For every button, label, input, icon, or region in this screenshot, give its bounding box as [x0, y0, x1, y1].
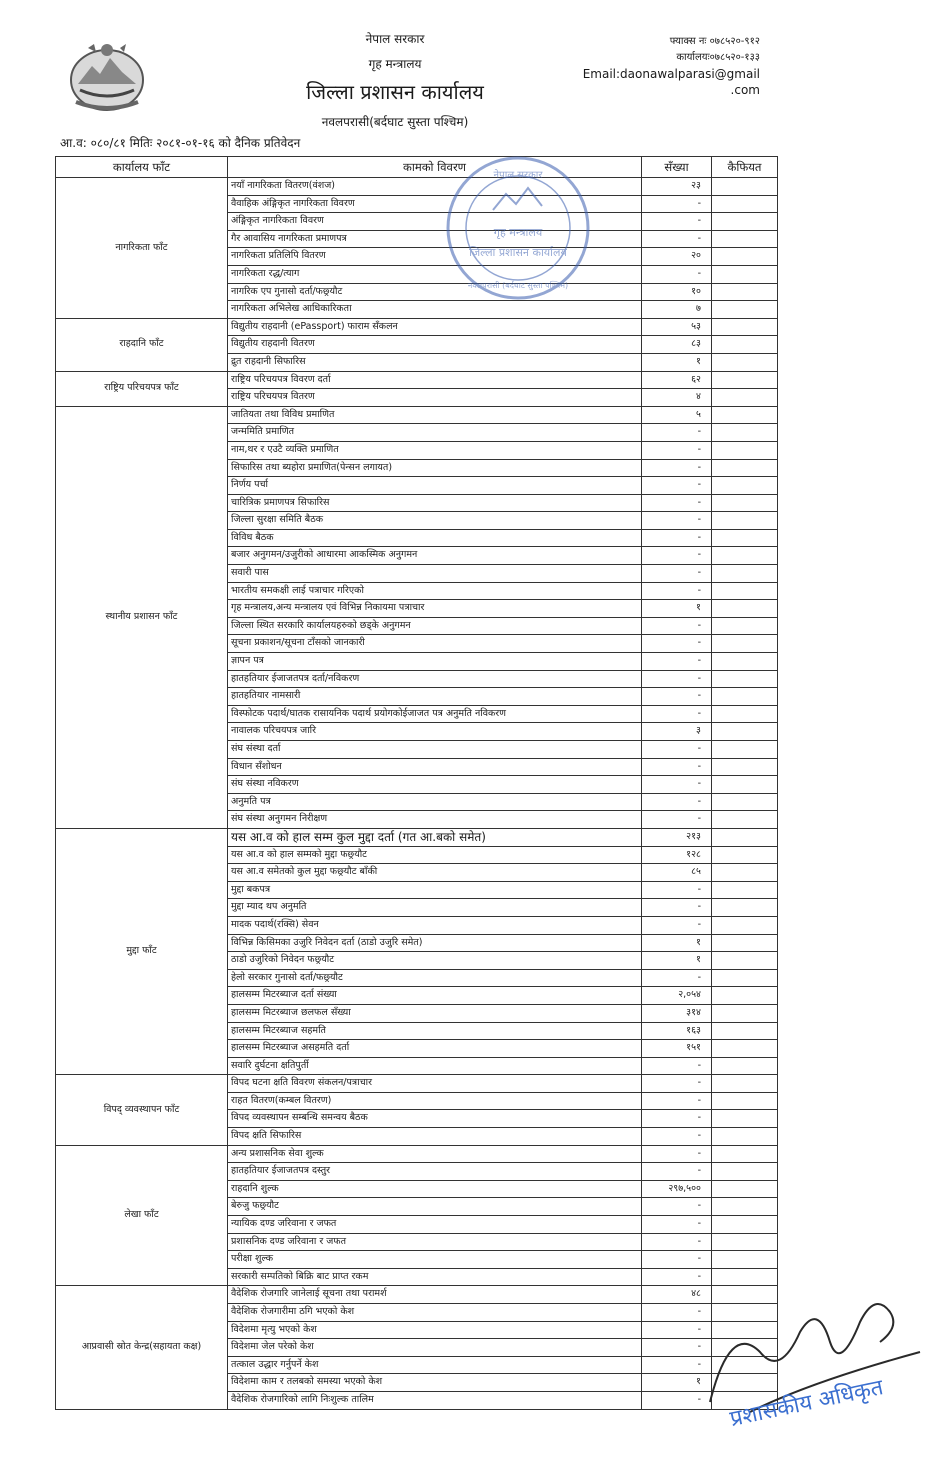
- work-count: -: [642, 265, 712, 283]
- work-description: चारित्रिक प्रमाणपत्र सिफारिस: [228, 494, 642, 512]
- remarks-cell: [712, 723, 778, 741]
- remarks-cell: [712, 318, 778, 336]
- work-description: विधान सँशोधन: [228, 758, 642, 776]
- work-description: नयाँ नागरिकता वितरण(वंशज): [228, 178, 642, 196]
- work-count: २१३: [642, 828, 712, 846]
- remarks-cell: [712, 1304, 778, 1322]
- remarks-cell: [712, 477, 778, 495]
- remarks-cell: [712, 336, 778, 354]
- daily-report-table: [55, 156, 778, 1410]
- work-count: १: [642, 353, 712, 371]
- remarks-cell: [712, 776, 778, 794]
- work-description: ज्ञापन पत्र: [228, 653, 642, 671]
- section-name: आप्रवासी स्रोत केन्द्र(सहायता कक्ष): [56, 1286, 228, 1409]
- nepal-emblem-icon: [66, 40, 148, 114]
- work-count: -: [642, 1145, 712, 1163]
- work-description: यस आ.व को हाल सम्म कुल मुद्दा दर्ता (गत आ.बको समेत): [228, 828, 642, 846]
- remarks-cell: [712, 494, 778, 512]
- work-count: -: [642, 1356, 712, 1374]
- remarks-cell: [712, 934, 778, 952]
- work-count: -: [642, 565, 712, 583]
- remarks-cell: [712, 1321, 778, 1339]
- remarks-cell: [712, 1286, 778, 1304]
- work-description: वैवाहिक अंङ्गिकृत नागरिकता विवरण: [228, 195, 642, 213]
- remarks-cell: [712, 1145, 778, 1163]
- remarks-cell: [712, 283, 778, 301]
- work-description: नावालक परिचयपत्र जारि: [228, 723, 642, 741]
- remarks-cell: [712, 705, 778, 723]
- work-description: यस आ.व समेतको कुल मुद्दा फछ्र्यौट बाँकी: [228, 864, 642, 882]
- work-description: हातहतियार नामसारी: [228, 688, 642, 706]
- work-count: ८५: [642, 864, 712, 882]
- work-description: गृह मन्त्रालय,अन्य मन्त्रालय एवं विभिन्न निकायमा पत्राचार: [228, 600, 642, 618]
- remarks-cell: [712, 1163, 778, 1181]
- work-count: -: [642, 213, 712, 231]
- work-count: -: [642, 195, 712, 213]
- remarks-cell: [712, 1040, 778, 1058]
- contact-info: [520, 34, 760, 98]
- work-count: -: [642, 670, 712, 688]
- work-description: हातहतियार ईजाजतपत्र दर्ता/नविकरण: [228, 670, 642, 688]
- work-count: -: [642, 1128, 712, 1146]
- work-count: -: [642, 1075, 712, 1093]
- work-description: विभिन्न किसिमका उजुरि निवेदन दर्ता (ठाडो उजुरि समेत): [228, 934, 642, 952]
- work-description: संघ संस्था अनुगमन निरीक्षण: [228, 811, 642, 829]
- work-description: जिल्ला स्थित सरकारि कार्यालयहरुको छड्के अनुगमन: [228, 617, 642, 635]
- work-description: हालसम्म मिटरब्याज सहमति: [228, 1022, 642, 1040]
- remarks-cell: [712, 846, 778, 864]
- section-name: विपद् व्यवस्थापन फाँट: [56, 1075, 228, 1145]
- work-description: विपद व्यवस्थापन सम्बन्धि समन्वय बैठक: [228, 1110, 642, 1128]
- remarks-cell: [712, 1356, 778, 1374]
- remarks-cell: [712, 389, 778, 407]
- work-count: ५: [642, 406, 712, 424]
- work-description: विद्युतीय राहदानी (ePassport) फाराम सँकलन: [228, 318, 642, 336]
- work-description: विदेशमा मृत्यु भएको केश: [228, 1321, 642, 1339]
- work-description: हेलो सरकार गुनासो दर्ता/फछ्र्यौट: [228, 969, 642, 987]
- letterhead: [260, 28, 530, 130]
- work-description: हालसम्म मिटरब्याज दर्ता संख्या: [228, 987, 642, 1005]
- email-line-1: Email:daonawalparasi@gmail: [582, 67, 760, 81]
- remarks-cell: [712, 265, 778, 283]
- remarks-cell: [712, 987, 778, 1005]
- work-count: -: [642, 1110, 712, 1128]
- work-count: १: [642, 600, 712, 618]
- stamp-text-2: गृह मन्त्रालय: [493, 226, 543, 239]
- remarks-cell: [712, 653, 778, 671]
- remarks-cell: [712, 1198, 778, 1216]
- remarks-cell: [712, 828, 778, 846]
- remarks-cell: [712, 547, 778, 565]
- work-description: विदेशमा काम र तलबको समस्या भएको केश: [228, 1374, 642, 1392]
- remarks-cell: [712, 353, 778, 371]
- work-count: ८३: [642, 336, 712, 354]
- work-count: -: [642, 758, 712, 776]
- remarks-cell: [712, 758, 778, 776]
- remarks-cell: [712, 793, 778, 811]
- work-count: -: [642, 793, 712, 811]
- work-count: -: [642, 547, 712, 565]
- remarks-cell: [712, 1391, 778, 1409]
- work-count: -: [642, 1057, 712, 1075]
- work-description: सवारि दुर्घटना क्षतिपुर्ती: [228, 1057, 642, 1075]
- table-row: [56, 828, 778, 846]
- work-description: नागरिक एप गुनासो दर्ता/फछ्र्यौट: [228, 283, 642, 301]
- work-count: १: [642, 1374, 712, 1392]
- work-description: सूचना प्रकाशन/सूचना टाँसको जानकारी: [228, 635, 642, 653]
- remarks-cell: [712, 565, 778, 583]
- work-description: जातियता तथा विविध प्रमाणित: [228, 406, 642, 424]
- remarks-cell: [712, 1128, 778, 1146]
- work-count: ३: [642, 723, 712, 741]
- work-count: ४८: [642, 1286, 712, 1304]
- work-count: -: [642, 916, 712, 934]
- remarks-cell: [712, 864, 778, 882]
- work-description: मादक पदार्थ(रक्सि) सेवन: [228, 916, 642, 934]
- work-count: -: [642, 653, 712, 671]
- work-count: ७: [642, 301, 712, 319]
- work-count: १५१: [642, 1040, 712, 1058]
- remarks-cell: [712, 1075, 778, 1093]
- remarks-cell: [712, 230, 778, 248]
- section-name: स्थानीय प्रशासन फाँट: [56, 406, 228, 828]
- work-count: -: [642, 512, 712, 530]
- work-description: सिफारिस तथा ब्यहोरा प्रमाणित(पेन्सन लगायत): [228, 459, 642, 477]
- work-description: मुद्दा बकपत्र: [228, 881, 642, 899]
- header-count: सँख्या: [642, 157, 712, 178]
- work-description: संघ संस्था नविकरण: [228, 776, 642, 794]
- remarks-cell: [712, 811, 778, 829]
- work-count: -: [642, 230, 712, 248]
- section-name: मुद्दा फाँट: [56, 828, 228, 1074]
- remarks-cell: [712, 406, 778, 424]
- table-row: [56, 178, 778, 196]
- header-remarks: कैफियत: [712, 157, 778, 178]
- work-count: २९७,५००: [642, 1180, 712, 1198]
- remarks-cell: [712, 635, 778, 653]
- work-count: -: [642, 688, 712, 706]
- table-row: [56, 1075, 778, 1093]
- stamp-text-4: नवलपरासी (बर्दघाट सुस्ता पश्चिम): [467, 281, 569, 290]
- work-count: -: [642, 1092, 712, 1110]
- remarks-cell: [712, 529, 778, 547]
- work-count: -: [642, 881, 712, 899]
- remarks-cell: [712, 1268, 778, 1286]
- work-description: विदेशमा जेल परेको केश: [228, 1339, 642, 1357]
- header-section: कार्यालय फाँट: [56, 157, 228, 178]
- section-name: राष्ट्रिय परिचयपत्र फाँट: [56, 371, 228, 406]
- work-count: -: [642, 477, 712, 495]
- work-count: १०: [642, 283, 712, 301]
- work-count: २०: [642, 248, 712, 266]
- office-phone: कार्यालयः०७८५२०-१३३: [676, 52, 760, 63]
- work-count: -: [642, 705, 712, 723]
- remarks-cell: [712, 424, 778, 442]
- work-description: जन्ममिति प्रमाणित: [228, 424, 642, 442]
- work-description: हातहतियार ईजाजतपत्र दस्तुर: [228, 1163, 642, 1181]
- work-count: ५३: [642, 318, 712, 336]
- work-description: द्रुत राहदानी सिफारिस: [228, 353, 642, 371]
- work-count: ३१४: [642, 1004, 712, 1022]
- work-count: -: [642, 529, 712, 547]
- work-description: तत्काल उद्धार गर्नुपर्ने केश: [228, 1356, 642, 1374]
- work-count: -: [642, 1304, 712, 1322]
- work-description: प्रशासनिक दण्ड जरिवाना र जफत: [228, 1233, 642, 1251]
- remarks-cell: [712, 371, 778, 389]
- work-count: -: [642, 582, 712, 600]
- remarks-cell: [712, 1004, 778, 1022]
- remarks-cell: [712, 1180, 778, 1198]
- remarks-cell: [712, 952, 778, 970]
- work-description: नागरिकता प्रतिलिपि वितरण: [228, 248, 642, 266]
- work-count: -: [642, 811, 712, 829]
- work-description: परीक्षा शुल्क: [228, 1251, 642, 1269]
- work-description: ठाडो उजुरिको निवेदन फछ्र्यौट: [228, 952, 642, 970]
- work-description: अंङ्गिकृत नागरिकता विवरण: [228, 213, 642, 231]
- work-description: सरकारी सम्पतिको बिक्रि बाट प्राप्त रकम: [228, 1268, 642, 1286]
- work-count: -: [642, 424, 712, 442]
- work-description: न्यायिक दण्ड जरिवाना र जफत: [228, 1216, 642, 1234]
- work-count: -: [642, 1163, 712, 1181]
- table-row: [56, 318, 778, 336]
- work-description: निर्णय पर्चा: [228, 477, 642, 495]
- section-name: नागरिकता फाँट: [56, 178, 228, 319]
- work-description: जिल्ला सुरक्षा समिति बैठक: [228, 512, 642, 530]
- work-description: वैदेशिक रोजगारिको लागि निःशुल्क तालिम: [228, 1391, 642, 1409]
- remarks-cell: [712, 301, 778, 319]
- remarks-cell: [712, 670, 778, 688]
- work-count: १: [642, 952, 712, 970]
- table-row: [56, 1145, 778, 1163]
- remarks-cell: [712, 1374, 778, 1392]
- work-description: संघ संस्था दर्ता: [228, 741, 642, 759]
- section-name: राहदानि फाँट: [56, 318, 228, 371]
- work-description: हालसम्म मिटरब्याज छलफल सँख्या: [228, 1004, 642, 1022]
- work-description: मुद्दा म्याद थप अनुमति: [228, 899, 642, 917]
- ministry-name: गृह मन्त्रालय: [368, 57, 422, 71]
- remarks-cell: [712, 881, 778, 899]
- remarks-cell: [712, 1233, 778, 1251]
- remarks-cell: [712, 213, 778, 231]
- work-description: विद्युतीय राहदानी वितरण: [228, 336, 642, 354]
- remarks-cell: [712, 248, 778, 266]
- work-count: -: [642, 1391, 712, 1409]
- work-description: वैदेशिक रोजगारि जानेलाई सूचना तथा परामर्श: [228, 1286, 642, 1304]
- work-count: १२८: [642, 846, 712, 864]
- work-count: -: [642, 1233, 712, 1251]
- work-description: भारतीय समकक्षी लाई पत्राचार गरिएको: [228, 582, 642, 600]
- remarks-cell: [712, 1339, 778, 1357]
- table-body: [56, 178, 778, 1410]
- remarks-cell: [712, 512, 778, 530]
- remarks-cell: [712, 441, 778, 459]
- remarks-cell: [712, 617, 778, 635]
- work-count: -: [642, 1251, 712, 1269]
- work-count: ६२: [642, 371, 712, 389]
- government-name: नेपाल सरकार: [365, 32, 425, 46]
- work-count: -: [642, 635, 712, 653]
- fax-number: फ्याक्स नः ०७८५२०-९१२: [669, 36, 760, 47]
- signature-title: प्रशासकीय अधिकृत: [727, 1375, 886, 1432]
- work-count: -: [642, 1339, 712, 1357]
- work-description: विविध बैठक: [228, 529, 642, 547]
- work-description: राहत वितरण(कम्बल वितरण): [228, 1092, 642, 1110]
- work-count: -: [642, 776, 712, 794]
- section-name: लेखा फाँट: [56, 1145, 228, 1286]
- work-count: -: [642, 741, 712, 759]
- work-count: -: [642, 1198, 712, 1216]
- work-description: राष्ट्रिय परिचयपत्र विवरण दर्ता: [228, 371, 642, 389]
- remarks-cell: [712, 600, 778, 618]
- work-count: -: [642, 494, 712, 512]
- remarks-cell: [712, 1110, 778, 1128]
- work-description: विपद घटना क्षति विवरण संकलन/पत्राचार: [228, 1075, 642, 1093]
- work-count: ४: [642, 389, 712, 407]
- stamp-text-3: जिल्ला प्रशासन कार्यालय: [469, 246, 567, 259]
- office-name: जिल्ला प्रशासन कार्यालय: [306, 80, 484, 104]
- work-count: -: [642, 1321, 712, 1339]
- work-count: -: [642, 617, 712, 635]
- header-description: कामको विवरण: [228, 157, 642, 178]
- remarks-cell: [712, 1251, 778, 1269]
- report-title: आ.व: ०८०/८१ मितिः २०८१-०१-१६ को दैनिक प्रतिवेदन: [60, 136, 301, 150]
- remarks-cell: [712, 899, 778, 917]
- remarks-cell: [712, 688, 778, 706]
- work-count: २३: [642, 178, 712, 196]
- remarks-cell: [712, 1022, 778, 1040]
- stamp-text-1: नेपाल सरकार: [493, 170, 543, 181]
- work-description: बजार अनुगमन/उजुरीको आधारमा आकस्मिक अनुगमन: [228, 547, 642, 565]
- work-description: बेरुजु फछ्र्यौट: [228, 1198, 642, 1216]
- work-description: वैदेशिक रोजगारीमा ठगि भएको केश: [228, 1304, 642, 1322]
- work-description: राहदानि शुल्क: [228, 1180, 642, 1198]
- table-row: [56, 406, 778, 424]
- table-header-row: [56, 157, 778, 178]
- work-count: -: [642, 441, 712, 459]
- remarks-cell: [712, 582, 778, 600]
- work-count: -: [642, 1216, 712, 1234]
- remarks-cell: [712, 916, 778, 934]
- remarks-cell: [712, 459, 778, 477]
- remarks-cell: [712, 741, 778, 759]
- work-description: गैर आवासिय नागरिकता प्रमाणपत्र: [228, 230, 642, 248]
- work-description: विस्फोटक पदार्थ/घातक रासायनिक पदार्थ प्रयोगकोईजाजत पत्र अनुमति नविकरण: [228, 705, 642, 723]
- remarks-cell: [712, 969, 778, 987]
- work-count: -: [642, 459, 712, 477]
- remarks-cell: [712, 1057, 778, 1075]
- work-description: सवारी पास: [228, 565, 642, 583]
- work-description: हालसम्म मिटरब्याज असहमति दर्ता: [228, 1040, 642, 1058]
- work-description: नागरिकता अभिलेख आधिकारिकता: [228, 301, 642, 319]
- table-row: [56, 371, 778, 389]
- remarks-cell: [712, 178, 778, 196]
- work-description: अनुमति पत्र: [228, 793, 642, 811]
- district-name: नवलपरासी(बर्दघाट सुस्ता पश्चिम): [321, 115, 469, 129]
- work-description: नाम,थर र एउटै व्यक्ति प्रमाणित: [228, 441, 642, 459]
- work-description: राष्ट्रिय परिचयपत्र वितरण: [228, 389, 642, 407]
- remarks-cell: [712, 195, 778, 213]
- work-count: १६३: [642, 1022, 712, 1040]
- work-description: यस आ.व को हाल सम्मको मुद्दा फछ्र्यौट: [228, 846, 642, 864]
- work-count: -: [642, 1268, 712, 1286]
- work-description: अन्य प्रशासनिक सेवा शुल्क: [228, 1145, 642, 1163]
- email-line-2: .com: [730, 83, 760, 97]
- table-row: [56, 1286, 778, 1304]
- work-count: २,०५४: [642, 987, 712, 1005]
- work-count: १: [642, 934, 712, 952]
- work-description: विपद क्षति सिफारिस: [228, 1128, 642, 1146]
- work-description: नागरिकता रद्ध/त्याग: [228, 265, 642, 283]
- work-count: -: [642, 899, 712, 917]
- remarks-cell: [712, 1092, 778, 1110]
- remarks-cell: [712, 1216, 778, 1234]
- work-count: -: [642, 969, 712, 987]
